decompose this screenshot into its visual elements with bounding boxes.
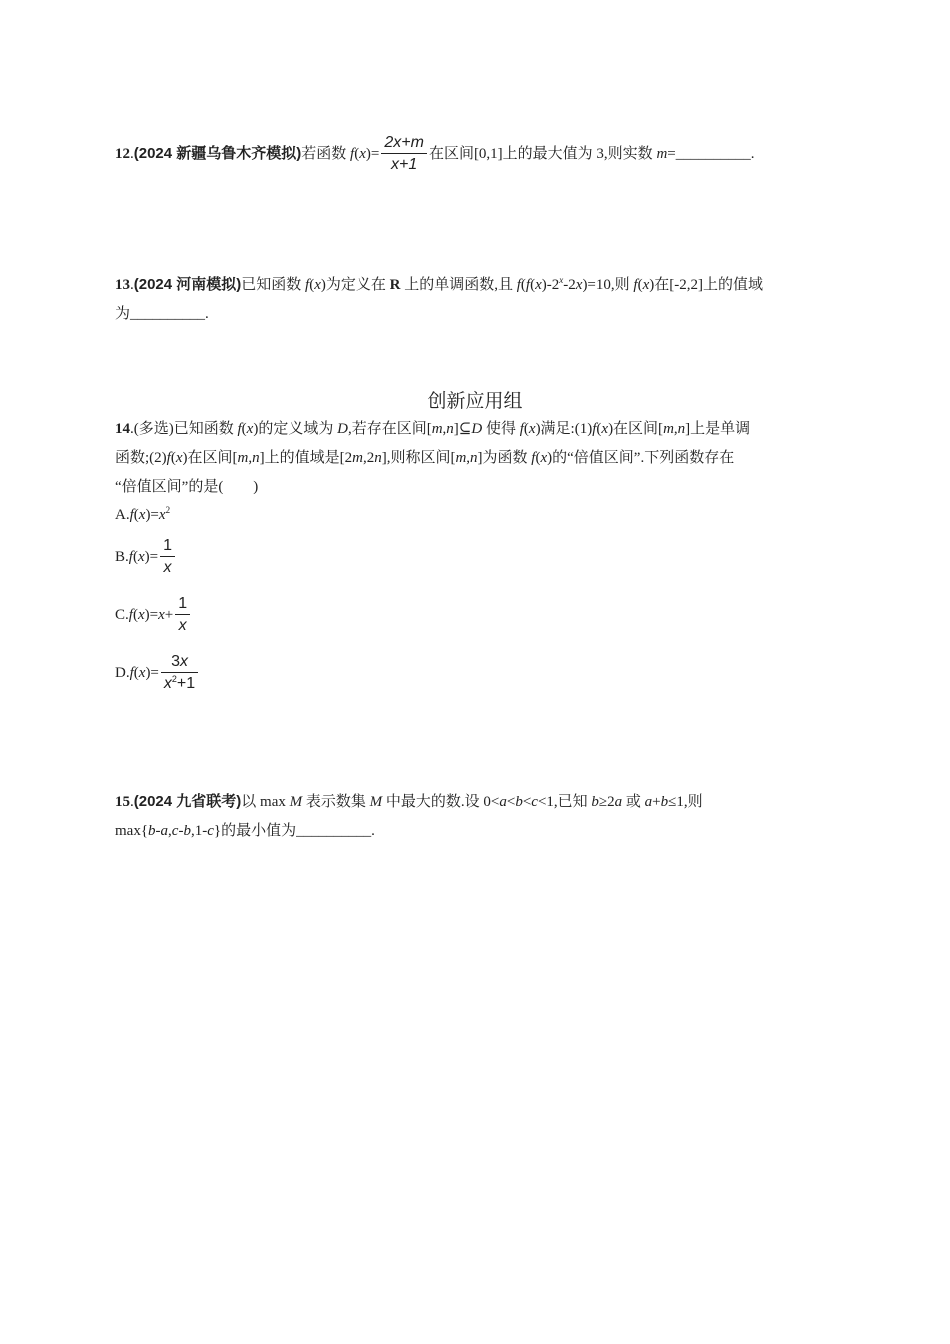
fraction-numerator: 2x+m — [381, 133, 427, 154]
option-b: B.f(x)= $\frac{1}{x}$ — [115, 536, 177, 579]
question-number: 14 — [115, 421, 130, 437]
question-15: 15.(2024 九省联考)以 max M 表示数集 M 中最大的数.设 0<a<b<c<1,已知 b≥2a 或 a+b≤1,则 — [115, 793, 703, 810]
fraction — [381, 133, 427, 176]
question-source: (2024 九省联考) — [133, 793, 242, 810]
fraction: $\frac{1}{x}$ — [175, 594, 190, 637]
question-14-line3: “倍值区间”的是( ) — [115, 479, 259, 495]
question-source: (2024 新疆乌鲁木齐模拟) — [133, 144, 302, 162]
question-number: 12 — [115, 145, 130, 162]
question-13: 13.(2024 河南模拟)已知函数 f(x)为定义在 R 上的单调函数,且 $f(f(x)-2^x-2x)=10$,则 f(x)在[-2,2]上的值域 — [115, 275, 763, 293]
question-12: 12.(2024 新疆乌鲁木齐模拟)若函数 f(x)= $\frac{2x+m}{x+1}$ 在区间[0,1]上的最大值为 3,则实数 m=__________. — [115, 133, 755, 176]
section-title: 创新应用组 — [427, 390, 523, 412]
question-text: 若函数 — [301, 145, 351, 162]
question-number: 15 — [115, 794, 130, 810]
option-c: C.f(x)=x+ $\frac{1}{x}$ — [115, 594, 192, 637]
question-number: 13 — [115, 277, 130, 293]
option-d: D.f(x)= $\frac{3x}{x^2+1}$ — [115, 652, 200, 695]
question-15-line2: max{b-a,c-b,1-c}的最小值为__________. — [115, 823, 375, 839]
question-source: (2024 河南模拟) — [133, 276, 242, 293]
question-14: 14.(多选)已知函数 f(x)的定义域为 D,若存在区间[m,n]⊆D 使得 f(x)满足:(1)f(x)在区间[m,n]上是单调 — [115, 421, 751, 437]
fraction-denominator: x+1 — [391, 156, 418, 173]
question-13-line2: 为__________. — [115, 306, 209, 322]
option-a: $A.f(x)=x^2$ — [115, 505, 171, 523]
question-text: 在区间[0,1]上的最大值为 3,则实数 — [428, 145, 657, 162]
question-14-line2: 函数;(2)f(x)在区间[m,n]上的值域是[2m,2n],则称区间[m,n]为函数 f(x)的“倍值区间”.下列函数存在 — [115, 450, 735, 466]
fraction: $\frac{1}{x}$ — [160, 536, 175, 579]
fraction: $\frac{3x}{x^2+1}$ — [161, 652, 198, 695]
